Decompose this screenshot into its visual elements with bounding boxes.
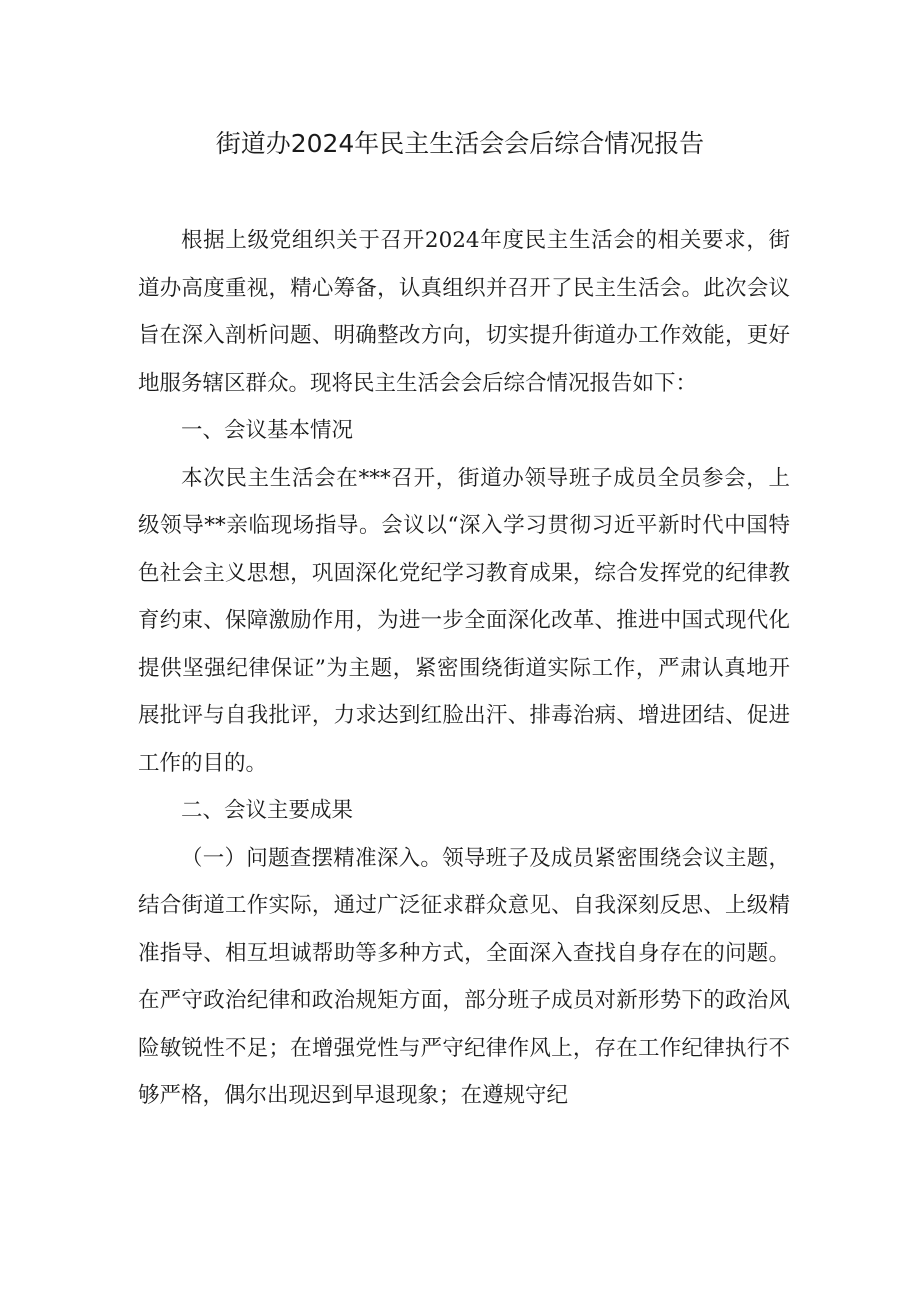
document-title: 街道办2024年民主生活会会后综合情况报告	[215, 129, 705, 158]
section-heading-basic-info: 一、会议基本情况	[181, 418, 354, 443]
section-heading-main-results: 二、会议主要成果	[181, 798, 354, 823]
intro-paragraph: 根据上级党组织关于召开2024年度民主生活会的相关要求，街道办高度重视，精心筹备，认真组织并召开了民主生活会。此次会议旨在深入剖析问题、明确整改方向，切实提升街道办工作效能，更好地服务辖区群众。现将民主生活会会后综合情况报告如下：	[138, 228, 790, 396]
basic-info-paragraph: 本次民主生活会在***召开，街道办领导班子成员全员参会，上级领导**亲临现场指导。会议以“深入学习贯彻习近平新时代中国特色社会主义思想，巩固深化党纪学习教育成果，综合发挥党的纪律教育约束、保障激励作用，为进一步全面深化改革、推进中国式现代化提供坚强纪律保证”为主题，紧密围绕街道实际工作，严肃认真地开展批评与自我批评，力求达到红脸出汗、排毒治病、增进团结、促进工作的目的。	[138, 465, 790, 776]
document-body	[138, 217, 790, 1120]
results-paragraph-1: （一）问题查摆精准深入。领导班子及成员紧密围绕会议主题，结合街道工作实际，通过广泛征求群众意见、自我深刻反思、上级精准指导、相互坦诚帮助等多种方式，全面深入查找自身存在的问题。在严守政治纪律和政治规矩方面，部分班子成员对新形势下的政治风险敏锐性不足；在增强党性与严守纪律作风上，存在工作纪律执行不够严格，偶尔出现迟到早退现象；在遵规守纪	[138, 845, 790, 1108]
